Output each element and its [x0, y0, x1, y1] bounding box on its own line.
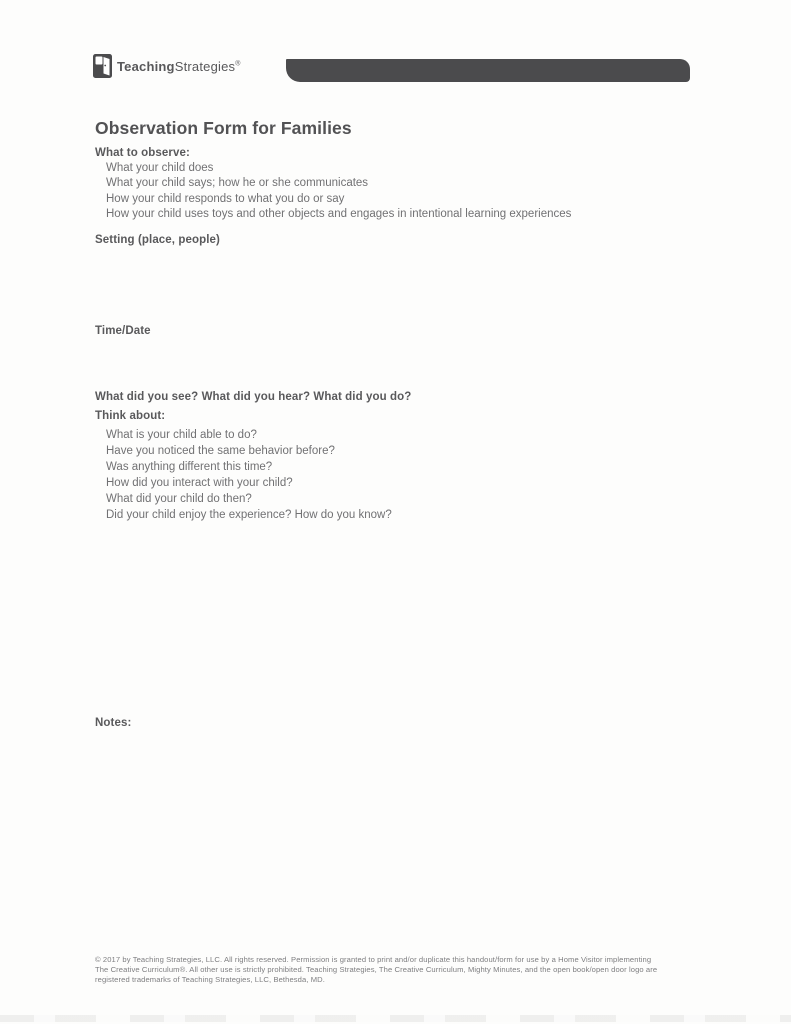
- list-item: What your child says; how he or she communicates: [106, 177, 369, 190]
- list-item: What your child does: [106, 162, 214, 174]
- time-date-heading: Time/Date: [95, 325, 151, 337]
- list-item: How your child uses toys and other objects and engages in intentional learning experiences: [106, 207, 572, 220]
- list-item: What is your child able to do?: [106, 429, 257, 441]
- see-hear-do-heading: What did you see? What did you hear? What did you do?: [95, 391, 412, 403]
- what-to-observe-heading: What to observe:: [95, 147, 190, 159]
- brand-name-bold: Teaching: [117, 58, 175, 74]
- footer-line: © 2017 by Teaching Strategies, LLC. All rights reserved. Permission is granted to print and/or duplicate this handout/form for use by a Home Visitor implementing: [95, 955, 652, 964]
- list-item: How did you interact with your child?: [106, 477, 293, 489]
- copyright-footer: [95, 955, 657, 986]
- brand-name-regular: Strategies: [174, 58, 236, 74]
- header-bar: [286, 59, 690, 82]
- trademark-symbol: ®: [235, 60, 241, 68]
- brand-name: [117, 59, 241, 74]
- what-to-observe-list: [106, 161, 571, 222]
- think-about-list: [106, 427, 392, 523]
- scan-edge-artifact: [0, 1015, 791, 1022]
- open-door-logo-icon: [93, 54, 112, 78]
- notes-heading: Notes:: [95, 717, 132, 729]
- think-about-heading: Think about:: [95, 410, 166, 422]
- brand-logo-group: [93, 54, 241, 78]
- setting-heading: Setting (place, people): [95, 234, 220, 246]
- list-item: Did your child enjoy the experience? How do you know?: [106, 509, 392, 521]
- footer-line: The Creative Curriculum®. All other use is strictly prohibited. Teaching Strategies, The Creative Curriculum, Mighty Minutes, and the open book/open door logo are: [95, 965, 658, 975]
- list-item: Was anything different this time?: [106, 461, 273, 473]
- list-item: How your child responds to what you do or say: [106, 192, 345, 205]
- footer-line: registered trademarks of Teaching Strategies, LLC, Bethesda, MD.: [95, 975, 325, 985]
- list-item: Have you noticed the same behavior before?: [106, 445, 335, 457]
- page-title: Observation Form for Families: [95, 118, 352, 138]
- list-item: What did your child do then?: [106, 493, 252, 505]
